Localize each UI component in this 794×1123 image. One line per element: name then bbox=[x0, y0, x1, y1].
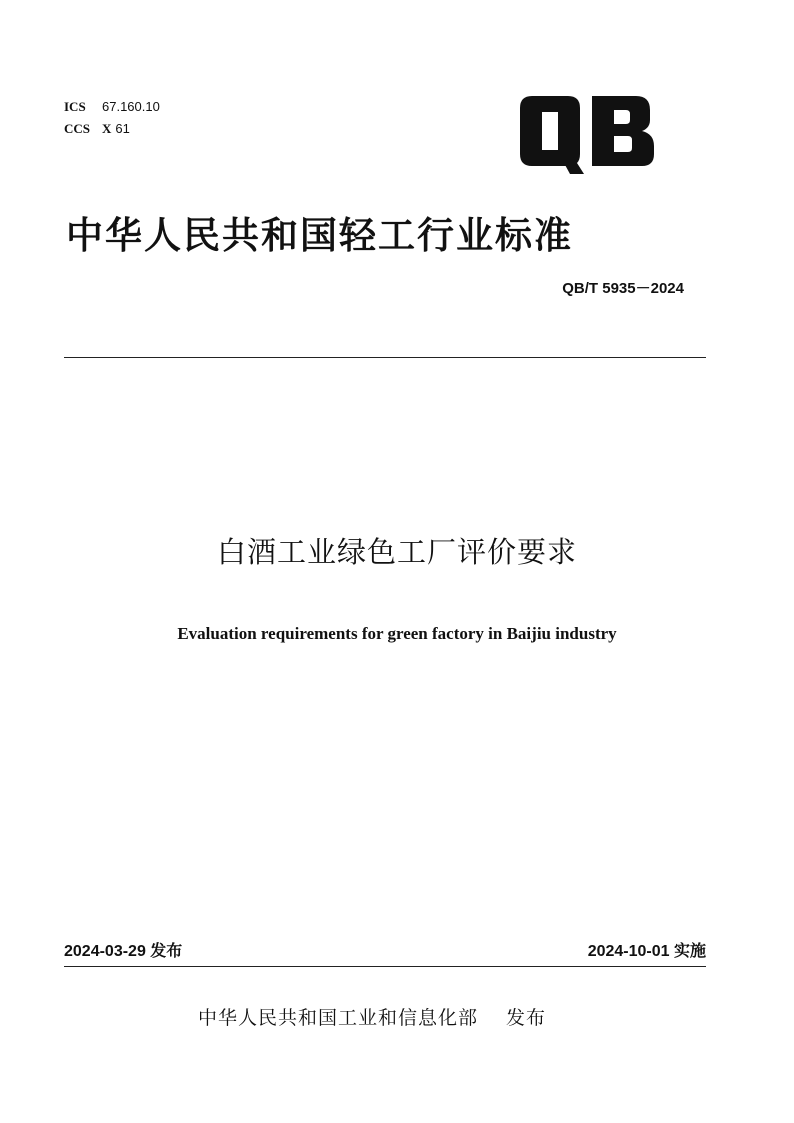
bottom-divider bbox=[64, 966, 706, 967]
document-title-chinese: 白酒工业绿色工厂评价要求 bbox=[216, 535, 577, 569]
top-divider bbox=[64, 357, 706, 358]
qb-logo-letter-q bbox=[520, 96, 584, 174]
qb-logo-letter-b bbox=[592, 96, 654, 166]
standard-category-title: 中华人民共和国轻工行业标准 bbox=[66, 214, 573, 257]
publisher-line bbox=[198, 1003, 546, 1030]
ccs-row bbox=[64, 118, 160, 140]
publisher-name: 中华人民共和国工业和信息化部 bbox=[198, 1007, 479, 1029]
ccs-value-letter: X bbox=[102, 121, 112, 136]
ics-row bbox=[64, 96, 160, 118]
effective-date: 2024-10-01 实施 bbox=[587, 943, 706, 960]
document-title-english: Evaluation requirements for green factory in Baijiu industry bbox=[177, 624, 617, 643]
ics-value: 67.160.10 bbox=[102, 99, 160, 114]
classification-codes bbox=[64, 96, 160, 140]
ics-label: ICS bbox=[64, 99, 86, 114]
qb-logo-graphic bbox=[518, 92, 658, 178]
ccs-label: CCS bbox=[64, 121, 91, 136]
publisher-verb: 发布 bbox=[506, 1007, 547, 1029]
standard-number: QB/T 5935－2024 bbox=[562, 280, 684, 297]
ccs-value-number: 61 bbox=[115, 121, 130, 136]
issue-date: 2024-03-29 发布 bbox=[64, 943, 183, 960]
qb-logo bbox=[518, 92, 658, 178]
